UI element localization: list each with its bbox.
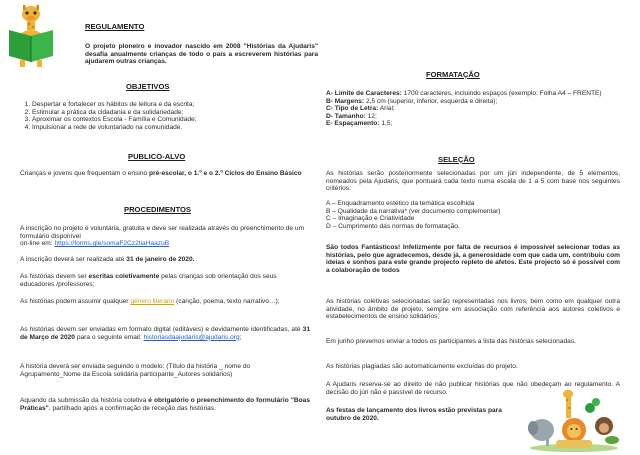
p7-c: , partilhado após a confirmação de receção das histórias. xyxy=(48,404,216,412)
p5-d: ; xyxy=(239,333,242,341)
objetivos-list xyxy=(20,101,322,131)
selecao-p7: As festas de lançamento dos livros estão previstas para outubro de 2020. xyxy=(326,407,502,422)
objetivo-item: 4. Impulsionar a rede de voluntariado na comunidade. xyxy=(32,124,322,132)
formatacao-value: 12; xyxy=(365,112,377,120)
publico-text xyxy=(20,170,310,178)
procedimentos-p2 xyxy=(20,256,310,264)
formatacao-label: D- Tamanho: xyxy=(326,112,366,120)
email-link[interactable]: historiasdaajudaris@ajudaris.org xyxy=(143,333,240,341)
selecao-criteria xyxy=(326,200,620,230)
formatacao-value: 1700 caracteres, incluindo espaços (exemplo: Folha A4 – FRENTE) xyxy=(401,90,602,97)
selecao-p3: As histórias coletivas selecionadas serão representadas nos livros, bem como em qualquer outra atividade, no âmbito de projeto, sempre em associação com referência aos autores coletivos e estabelecimentos de ensino solidários; xyxy=(326,298,620,321)
p3-b: escritas coletivamente xyxy=(88,273,160,280)
selecao-p2: São todos Fantásticos! Infelizmente por falta de recursos é impossível selecionar todas as histórias, pelo que agradecemos, desde já, a generosidade com que cada um, contribuiu com ideias e sonhos para este grande projecto repleto de afetos. Este projecto só é possível com a colaboração de todos xyxy=(326,244,620,274)
p2-text: A inscrição deverá ser realizada até xyxy=(20,256,127,263)
giraffe-reading-book-icon xyxy=(6,4,56,68)
formatacao-item xyxy=(326,120,620,128)
criteria-item: A – Enquadramento estético da temática escolhida xyxy=(326,200,475,207)
p5-c: para o seguinte email: xyxy=(74,333,144,341)
procedimentos-p4 xyxy=(20,298,310,306)
p5-a: As histórias devem ser enviadas em formato digital (editáveis) e devidamente identificadas, até xyxy=(20,326,303,333)
criteria-item: D – Cumprimento das normas de formatação. xyxy=(326,222,460,230)
formatacao-value: 2,5 cm (superior, inferior, esquerda e direita); xyxy=(364,97,498,105)
regulamento-title: REGULAMENTO xyxy=(85,22,145,31)
procedimentos-p6: A história deverá ser enviada seguindo o modelo: (Título da história _ nome do Agrupamento_Nome da Escola solidária participante_Autores solidários) xyxy=(20,363,251,378)
objetivos-title: OBJETIVOS xyxy=(126,82,170,91)
p7-a: Aquando da submissão da história coletiva xyxy=(20,397,149,404)
p3-a: As histórias devem ser xyxy=(20,273,89,280)
objetivo-item: 3. Aproximar os contextos Escola - Família e Comunidade; xyxy=(32,116,322,124)
formatacao-item xyxy=(326,113,620,121)
criteria-item: B – Qualidade da narrativa* (ver documento complementar) xyxy=(326,207,501,215)
p4-a: As histórias podem assumir qualquer xyxy=(20,298,131,305)
objetivo-item: 1. Despertar e fortalecer os hábitos de leitura e da escrita; xyxy=(32,101,322,109)
formatacao-label: A- Limite de Caracteres: xyxy=(326,90,402,97)
formatacao-item xyxy=(326,98,620,106)
procedimentos-p1-text: A inscrição no projeto é voluntária, gratuita e deve ser realizada através do preenchimento de um formulário disponível xyxy=(20,225,305,240)
publico-title: PUBLICO-ALVO xyxy=(128,152,186,161)
formatacao-list xyxy=(326,90,620,128)
formatacao-item xyxy=(326,105,620,113)
formatacao-item xyxy=(326,90,620,98)
regulamento-intro: O projeto pioneiro e inovador nascido em 2008 "Histórias da Ajudaris" desafia anualmente crianças de todo o país a escreverem histórias para ajudarem outras crianças. xyxy=(85,43,318,66)
form-link[interactable]: https://forms.gle/somaF2Cz2tiaHaazuB xyxy=(54,240,170,248)
selecao-p4: Em junho prevemos enviar a todos os participantes a lista das histórias selecionadas. xyxy=(326,338,576,345)
formatacao-title: FORMATAÇÃO xyxy=(426,70,480,79)
procedimentos-p3 xyxy=(20,273,310,288)
p2-date: 31 de janeiro de 2020. xyxy=(126,256,195,263)
selecao-p6: A Ajudaris reserva-se ao direito de não publicar histórias que não obedeçam ao regulamento. A decisão do júri não é passível de recurso. xyxy=(326,381,620,396)
procedimentos-p5 xyxy=(20,326,310,341)
p7-b: é obrigatório o preenchimento do formulário "Boas Práticas" xyxy=(20,397,310,412)
objetivo-item: 2. Estimular a prática da cidadania e da solidariedade; xyxy=(32,109,322,117)
procedimentos-p1 xyxy=(20,225,310,248)
formatacao-label: C- Tipo de Letra: xyxy=(326,105,379,113)
formatacao-label: E- Espaçamento: xyxy=(326,120,380,128)
jungle-animals-icon xyxy=(528,390,620,452)
p3-c: pelas crianças sob orientação dos seus educadores /professores; xyxy=(20,273,277,288)
formatacao-value: Arial; xyxy=(378,105,395,113)
criteria-item: C – Imaginação e Criatividade xyxy=(326,215,415,223)
p4-b: género literário xyxy=(130,298,175,305)
formatacao-value: 1,5; xyxy=(379,120,393,128)
p4-c: (canção, poema, texto narrativo…); xyxy=(174,298,280,305)
formatacao-label: B- Margens: xyxy=(326,97,365,105)
procedimentos-title: PROCEDIMENTOS xyxy=(124,205,191,214)
p5-b: 31 de Março de 2020 xyxy=(20,326,310,341)
selecao-title: SELEÇÃO xyxy=(438,155,475,164)
selecao-p5: As histórias plagiadas são automaticamente excluídas do projeto. xyxy=(326,363,518,370)
procedimentos-p7 xyxy=(20,397,310,412)
publico-text-b: pré-escolar, o 1.º e o 2.º Ciclos do Ensino Básico xyxy=(149,170,302,177)
publico-text-a: Crianças e jovens que frequentam o ensino xyxy=(20,170,150,177)
procedimentos-online-label: on-line em: xyxy=(20,240,55,248)
selecao-p1: As histórias serão posteriormente selecionadas por um júri independente, de 5 elementos, nomeados pela Ajudaris, que pontuará cada texto numa escala de 1 a 5 com base nos seguintes critérios: xyxy=(326,170,620,193)
